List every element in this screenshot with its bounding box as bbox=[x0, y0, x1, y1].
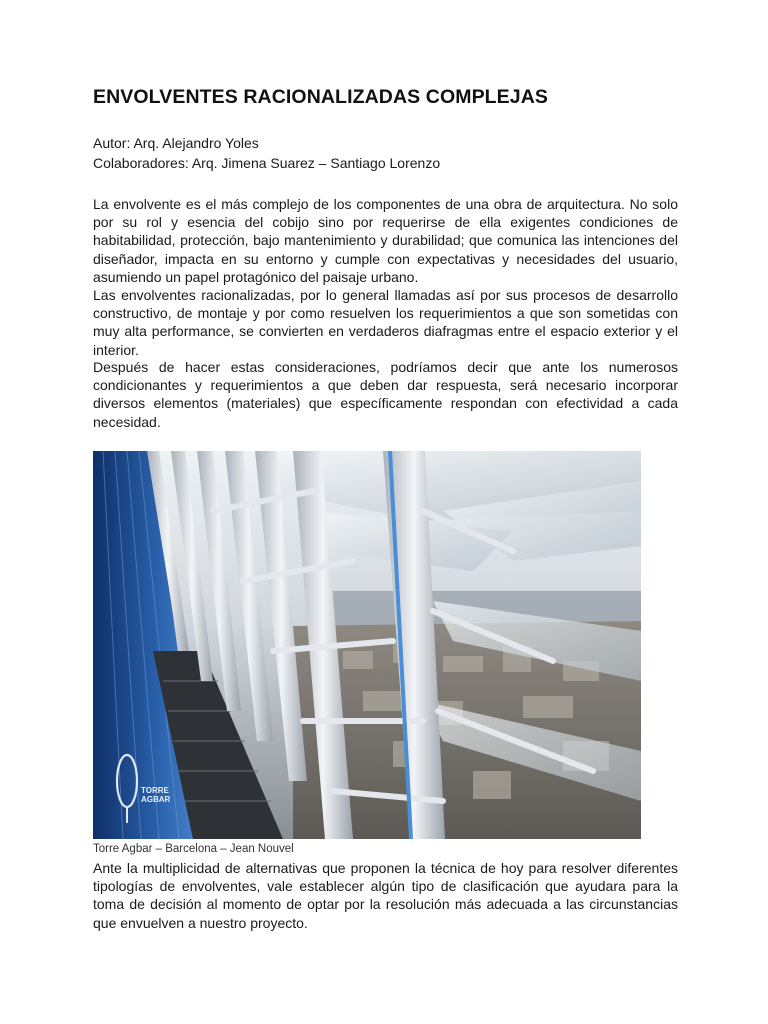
logo-text-line1: TORRE bbox=[141, 786, 169, 795]
collaborators-line: Colaboradores: Arq. Jimena Suarez – Santiago Lorenzo bbox=[93, 155, 441, 171]
figure-caption: Torre Agbar – Barcelona – Jean Nouvel bbox=[93, 843, 294, 855]
torre-agbar-photo bbox=[93, 451, 641, 839]
paragraph-3: Después de hacer estas consideraciones, podríamos decir que ante los numerosos condicionantes y requerimientos a que deben dar respuesta, será necesario incorporar diversos elementos (materiales) que específicamente respondan con efectividad a cada necesidad. bbox=[93, 359, 678, 430]
author-line: Autor: Arq. Alejandro Yoles bbox=[93, 135, 259, 151]
paragraph-2: Las envolventes racionalizadas, por lo general llamadas así por sus procesos de desarrollo constructivo, de montaje y por como resuelven los requerimientos a que son sometidas con muy alta performance, se convierten en verdaderos diafragmas entre el espacio exterior y el interior. bbox=[93, 287, 678, 358]
paragraph-1: La envolvente es el más complejo de los componentes de una obra de arquitectura. No solo por su rol y esencia del cobijo sino por requerirse de ella exigentes condiciones de habitabilidad, protección, bajo mantenimiento y durabilidad; que comunica las intenciones del diseñador, impacta en su entorno y cumple con expectativas y necesidades del usuario, asumiendo un papel protagónico del paisaje urbano. bbox=[93, 196, 678, 285]
facade-illustration bbox=[93, 451, 641, 839]
paragraph-4: Ante la multiplicidad de alternativas que proponen la técnica de hoy para resolver diferentes tipologías de envolventes, vale establecer algún tipo de clasificación que ayudara para la toma de decisión al momento de optar por la resolución más adecuada a las circunstancias que envuelven a nuestro proyecto. bbox=[93, 860, 678, 931]
document-title: ENVOLVENTES RACIONALIZADAS COMPLEJAS bbox=[93, 86, 549, 108]
logo-text-line2: AGBAR bbox=[141, 795, 171, 804]
